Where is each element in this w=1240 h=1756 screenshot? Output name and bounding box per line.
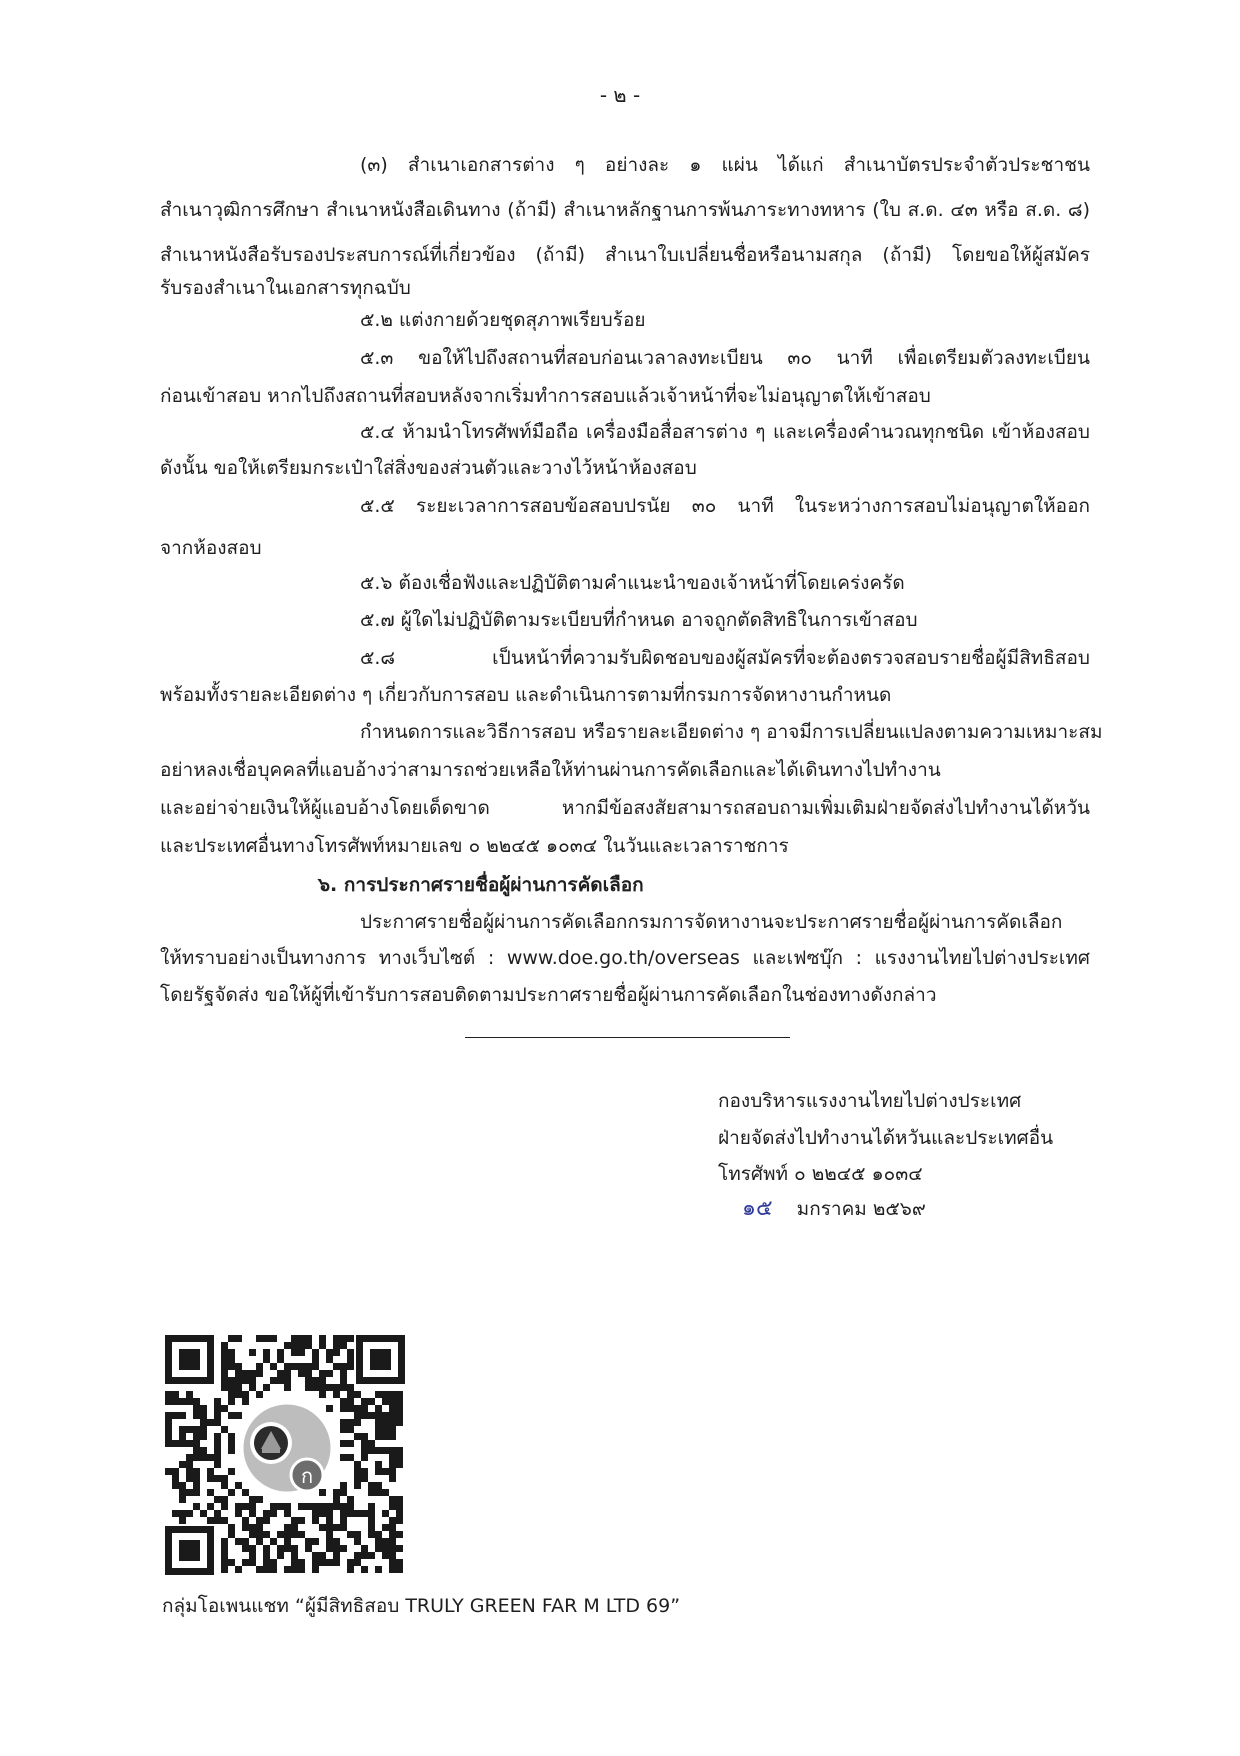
paragraph-line: ๕.๘ เป็นหน้าที่ความรับผิดชอบของผู้สมัครที่จะต้องตรวจสอบรายชื่อผู้มีสิทธิสอบ — [360, 647, 1090, 669]
paragraph-line: สำเนาหนังสือรับรองประสบการณ์ที่เกี่ยวข้อง (ถ้ามี) สำเนาใบเปลี่ยนชื่อหรือนามสกุล (ถ้ามี) โดยขอให้ผู้สมัคร — [160, 244, 1090, 266]
paragraph-line: (๓) สำเนาเอกสารต่าง ๆ อย่างละ ๑ แผ่น ได้แก่ สำเนาบัตรประจำตัวประชาชน — [360, 154, 1090, 176]
paragraph-line: และอย่าจ่ายเงินให้ผู้แอบอ้างโดยเด็ดขาด หากมีข้อสงสัยสามารถสอบถามเพิ่มเติมฝ่ายจัดส่งไปทำงานได้หวัน — [160, 797, 1090, 819]
paragraph-line: ก่อนเข้าสอบ หากไปถึงสถานที่สอบหลังจากเริ่มทำการสอบแล้วเจ้าหน้าที่จะไม่อนุญาตให้เข้าสอบ — [160, 385, 931, 407]
paragraph-line: ให้ทราบอย่างเป็นทางการ ทางเว็บไซต์ : www.doe.go.th/overseas และเฟซบุ๊ก : แรงงานไทยไปต่างประเทศ — [160, 947, 1090, 969]
paragraph-line: และประเทศอื่นทางโทรศัพท์หมายเลข ๐ ๒๒๔๕ ๑๐๓๔ ในวันและเวลาราชการ — [160, 835, 789, 857]
signature-org: กองบริหารแรงงานไทยไปต่างประเทศ — [718, 1090, 1022, 1112]
paragraph-line: ประกาศรายชื่อผู้ผ่านการคัดเลือกกรมการจัดหางานจะประกาศรายชื่อผู้ผ่านการคัดเลือก — [360, 911, 1063, 933]
paragraph-line: จากห้องสอบ — [160, 537, 262, 559]
signature-phone: โทรศัพท์ ๐ ๒๒๔๕ ๑๐๓๔ — [718, 1163, 923, 1185]
page-number: - ๒ - — [599, 83, 641, 107]
paragraph-line: สำเนาวุฒิการศึกษา สำเนาหนังสือเดินทาง (ถ้ามี) สำเนาหลักฐานการพ้นภาระทางทหาร (ใบ ส.ด. ๔๓ หรือ ส.ด. ๘) — [160, 199, 1090, 221]
badge-glyph: ก — [300, 1464, 314, 1488]
date-month-year: มกราคม ๒๕๖๙ — [796, 1198, 926, 1220]
handwritten-day: ๑๕ — [742, 1196, 773, 1221]
government-seal-icon — [250, 1422, 292, 1464]
divider — [465, 1037, 790, 1038]
section-heading: ๖. การประกาศรายชื่อผู้ผ่านการคัดเลือก — [318, 874, 644, 896]
paragraph-line: พร้อมทั้งรายละเอียดต่าง ๆ เกี่ยวกับการสอบ และดำเนินการตามที่กรมการจัดหางานกำหนด — [160, 684, 892, 706]
paragraph-line: ๕.๗ ผู้ใดไม่ปฏิบัติตามระเบียบที่กำหนด อาจถูกตัดสิทธิในการเข้าสอบ — [360, 609, 918, 631]
open-chat-caption: กลุ่มโอเพนแชท “ผู้มีสิทธิสอบ TRULY GREEN FAR M LTD 69” — [162, 1595, 681, 1617]
paragraph-line: โดยรัฐจัดส่ง ขอให้ผู้ที่เข้ารับการสอบติดตามประกาศรายชื่อผู้ผ่านการคัดเลือกในช่องทางดังกล่าว — [160, 984, 937, 1006]
paragraph-line: รับรองสำเนาในเอกสารทุกฉบับ — [160, 277, 411, 299]
paragraph-line: ๕.๔ ห้ามนำโทรศัพท์มือถือ เครื่องมือสื่อสารต่าง ๆ และเครื่องคำนวณทุกชนิด เข้าห้องสอบ — [360, 421, 1090, 443]
signature-division: ฝ่ายจัดส่งไปทำงานได้หวันและประเทศอื่น — [718, 1127, 1054, 1149]
paragraph-line: ดังนั้น ขอให้เตรียมกระเป๋าใส่สิ่งของส่วนตัวและวางไว้หน้าห้องสอบ — [160, 457, 697, 479]
paragraph-line: ๕.๖ ต้องเชื่อฟังและปฏิบัติตามคำแนะนำของเจ้าหน้าที่โดยเคร่งครัด — [360, 572, 905, 594]
paragraph-line: ๕.๒ แต่งกายด้วยชุดสุภาพเรียบร้อย — [360, 309, 646, 331]
paragraph-line: กำหนดการและวิธีการสอบ หรือรายละเอียดต่าง ๆ อาจมีการเปลี่ยนแปลงตามความเหมาะสม — [360, 721, 1103, 743]
paragraph-line: อย่าหลงเชื่อบุคคลที่แอบอ้างว่าสามารถช่วยเหลือให้ท่านผ่านการคัดเลือกและได้เดินทางไปทำงาน — [160, 759, 941, 781]
signature-date — [742, 1196, 926, 1222]
paragraph-line: ๕.๕ ระยะเวลาการสอบข้อสอบปรนัย ๓๐ นาที ในระหว่างการสอบไม่อนุญาตให้ออก — [360, 495, 1090, 517]
qr-code-icon[interactable] — [165, 1335, 405, 1575]
paragraph-line: ๕.๓ ขอให้ไปถึงสถานที่สอบก่อนเวลาลงทะเบียน ๓๐ นาที เพื่อเตรียมตัวลงทะเบียน — [360, 347, 1090, 369]
